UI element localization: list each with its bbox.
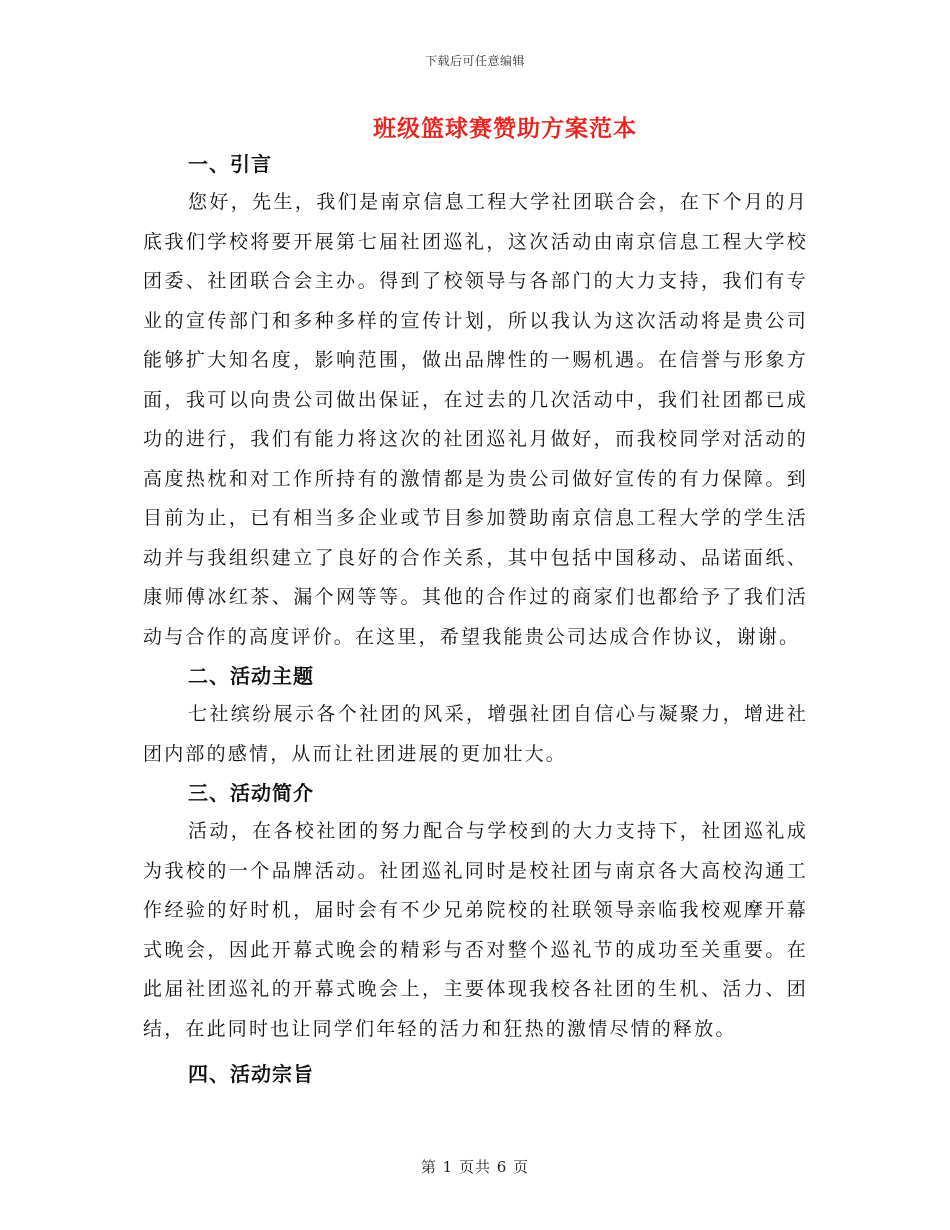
section-heading-overview: 三、活动简介 [188,781,314,805]
page-footer: 第 1 页共 6 页 [420,1158,530,1176]
page-header: 下载后可任意编辑 [424,54,525,68]
section-heading-introduction: 一、引言 [188,152,272,176]
document-body [143,145,808,1093]
section-paragraph-theme: 七社缤纷展示各个社团的风采，增强社团自信心与凝聚力，增进社团内部的感情，从而让社团进展的更加壮大。 [143,703,808,765]
section-heading-theme: 二、活动主题 [188,664,314,688]
section-paragraph-introduction: 您好，先生，我们是南京信息工程大学社团联合会，在下个月的月底我们学校将要开展第七届社团巡礼，这次活动由南京信息工程大学校团委、社团联合会主办。得到了校领导与各部门的大力支持，我们有专业的宣传部门和多种多样的宣传计划，所以我认为这次活动将是贵公司能够扩大知名度，影响范围，做出品牌性的一赐机遇。在信誉与形象方面，我可以向贵公司做出保证，在过去的几次活动中，我们社团都已成功的进行，我们有能力将这次的社团巡礼月做好，而我校同学对活动的高度热枕和对工作所持有的激情都是为贵公司做好宣传的有力保障。到目前为止，已有相当多企业或节目参加赞助南京信息工程大学的学生活动并与我组织建立了良好的合作关系，其中包括中国移动、品诺面纸、康师傅冰红茶、漏个网等等。其他的合作过的商家们也都给予了我们活动与合作的高度评价。在这里，希望我能贵公司达成合作协议，谢谢。 [143,191,808,648]
section-paragraph-overview: 活动，在各校社团的努力配合与学校到的大力支持下，社团巡礼成为我校的一个品牌活动。社团巡礼同时是校社团与南京各大高校沟通工作经验的好时机，届时会有不少兄弟院校的社联领导亲临我校观摩开幕式晚会，因此开幕式晚会的精彩与否对整个巡礼节的成功至关重要。在此届社团巡礼的开幕式晚会上，主要体现我校各社团的生机、活力、团结，在此同时也让同学们年轻的活力和狂热的激情尽情的释放。 [143,820,808,1040]
document-title: 班级篮球赛赞助方案范本 [373,115,637,142]
section-heading-purpose: 四、活动宗旨 [188,1062,314,1086]
